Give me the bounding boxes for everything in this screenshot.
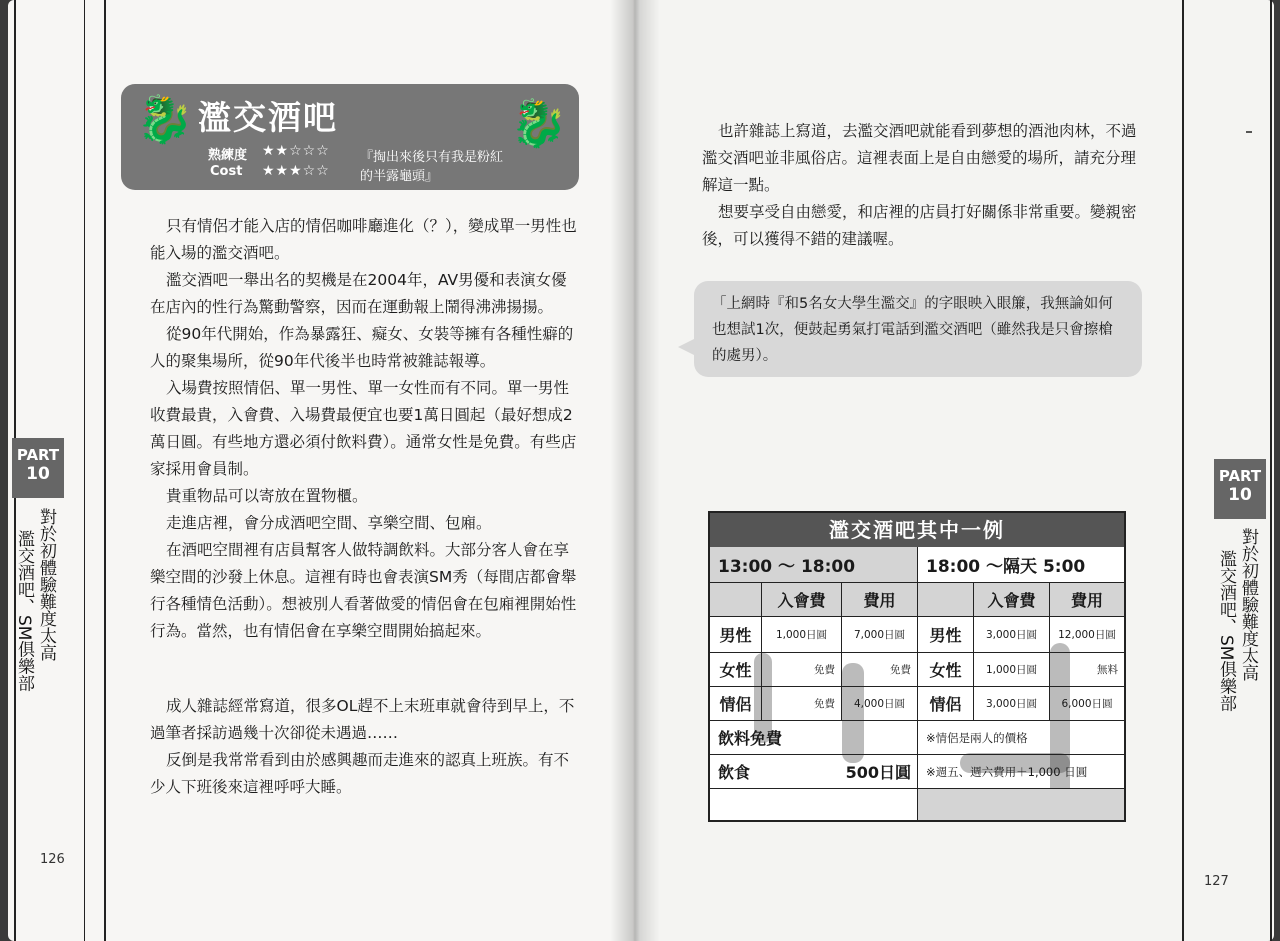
row-label-couple-2: 情侶 — [918, 687, 974, 721]
corner-cell — [918, 583, 974, 617]
part-number: 10 — [26, 464, 50, 484]
table-cell: 無料 — [1050, 653, 1124, 687]
table-cell: 3,000日圓 — [974, 617, 1050, 653]
table-cell: 6,000日圓 — [1050, 687, 1124, 721]
page-number-left: 126 — [40, 852, 65, 867]
food-note: ※週五、週六費用＋1,000 日圓 — [918, 755, 1124, 789]
row-label-couple: 情侶 — [710, 687, 762, 721]
table-cell: 1,000日圓 — [974, 653, 1050, 687]
rating-label-skill: 熟練度 — [208, 148, 248, 163]
right-margin-rule — [1182, 0, 1184, 941]
right-page-edge-rule — [1270, 0, 1272, 941]
table-cell: 1,000日圓 — [762, 617, 842, 653]
col-entry-2: 入會費 — [974, 583, 1050, 617]
row-label-female: 女性 — [710, 653, 762, 687]
side-title-col1: 對於初體驗難度太高 — [36, 508, 56, 661]
margin-dash — [1246, 131, 1252, 133]
paragraph: 走進店裡，會分成酒吧空間、享樂空間、包廂。 — [166, 514, 492, 532]
table-cell: 4,000日圓 — [842, 687, 918, 721]
row-label-male-2: 男性 — [918, 617, 974, 653]
page-number-right: 127 — [1204, 874, 1229, 889]
empty-cell — [710, 789, 918, 820]
left-margin-rule — [104, 0, 106, 941]
drinks-label: 飲料免費 — [710, 721, 918, 755]
part-label: PART — [1218, 467, 1262, 485]
part-number: 10 — [1228, 485, 1252, 505]
corner-cell — [710, 583, 762, 617]
paragraph: 反倒是我常常看到由於感興趣而走進來的認真上班族。有不少人下班後來這裡呼呼大睡。 — [150, 751, 570, 796]
table-cell: 3,000日圓 — [974, 687, 1050, 721]
part-tab-left — [12, 438, 64, 498]
side-title-col2-right: 濫交酒吧、SM俱樂部 — [1216, 550, 1236, 712]
paragraph: 入場費按照情侶、單一男性、單一女性而有不同。單一男性收費最貴，入會費、入場費最便宜也要1萬日圓起（最好想成2萬日圓。有些地方還必須付飲料費）。通常女性是免費。有些店家採用會員制。 — [150, 379, 577, 478]
rating-stars-skill: ★★☆☆☆ — [262, 143, 330, 159]
col-fee-2: 費用 — [1050, 583, 1124, 617]
table-title: 濫交酒吧其中一例 — [710, 513, 1124, 547]
drinks-note: ※情侶是兩人的價格 — [918, 721, 1124, 755]
food-label: 飲食 — [710, 755, 820, 789]
table-cell: 免費 — [762, 687, 842, 721]
rating-stars-cost: ★★★☆☆ — [262, 163, 330, 179]
table-cell: 免費 — [842, 653, 918, 687]
table-cell: 12,000日圓 — [1050, 617, 1124, 653]
paragraph: 只有情侶才能入店的情侶咖啡廳進化（？），變成單一男性也能入場的濫交酒吧。 — [150, 217, 577, 262]
row-label-male: 男性 — [710, 617, 762, 653]
row-label-female-2: 女性 — [918, 653, 974, 687]
rating-label-cost: Cost — [210, 164, 243, 179]
right-body-text — [702, 118, 1142, 253]
empty-cell — [918, 789, 1124, 820]
paragraph: 成人雜誌經常寫道，很多OL趕不上末班車就會待到早上，不過筆者採訪過幾十次卻從未遇過…… — [150, 697, 575, 742]
paragraph: 貴重物品可以寄放在置物櫃。 — [166, 487, 368, 505]
table-cell: 7,000日圓 — [842, 617, 918, 653]
paragraph: 濫交酒吧一舉出名的契機是在2004年，AV男優和表演女優在店內的性行為驚動警察，因而在運動報上鬧得沸沸揚揚。 — [150, 271, 567, 316]
period-header-1: 13:00 ～ 18:00 — [710, 547, 918, 583]
part-tab-right — [1214, 459, 1266, 519]
paragraph: 想要享受自由戀愛，和店裡的店員打好關係非常重要。變親密後，可以獲得不錯的建議喔。 — [702, 203, 1137, 248]
dragon-right-icon: 🐉 — [510, 96, 568, 150]
price-table — [708, 511, 1126, 822]
col-entry-1: 入會費 — [762, 583, 842, 617]
page-title: 濫交酒吧 — [198, 98, 338, 137]
left-body-text-2 — [150, 693, 580, 801]
book-gutter — [610, 0, 660, 941]
table-cell: 免費 — [762, 653, 842, 687]
left-body-text — [150, 213, 580, 645]
food-price: 500日圓 — [820, 755, 918, 789]
speech-bubble: 「上網時『和5名女大學生濫交』的字眼映入眼簾，我無論如何也想試1次，便鼓起勇氣打電話到濫交酒吧（雖然我是只會擦槍的處男）。 — [694, 281, 1142, 377]
left-margin-rule-2 — [84, 0, 85, 941]
period-header-2: 18:00 ～隔天 5:00 — [918, 547, 1124, 583]
side-title-col2: 濫交酒吧、SM俱樂部 — [14, 530, 34, 692]
title-quote: 『掏出來後只有我是粉紅的半露龜頭』 — [360, 150, 504, 184]
dragon-left-icon: 🐉 — [136, 92, 194, 146]
paragraph: 也許雜誌上寫道，去濫交酒吧就能看到夢想的酒池肉林，不過濫交酒吧並非風俗店。這裡表面上是自由戀愛的場所，請充分理解這一點。 — [702, 122, 1137, 194]
side-title-col1-right: 對於初體驗難度太高 — [1238, 528, 1258, 681]
part-label: PART — [16, 446, 60, 464]
paragraph: 在酒吧空間裡有店員幫客人做特調飲料。大部分客人會在享樂空間的沙發上休息。這裡有時也會表演SM秀（每間店都會舉行各種情色活動）。想被別人看著做愛的情侶會在包廂裡開始性行為。當然，也有情侶會在享樂空間開始搞起來。 — [150, 541, 577, 640]
paragraph: 從90年代開始，作為暴露狂、癡女、女裝等擁有各種性癖的人的聚集場所，從90年代後半也時常被雜誌報導。 — [150, 325, 574, 370]
col-fee-1: 費用 — [842, 583, 918, 617]
